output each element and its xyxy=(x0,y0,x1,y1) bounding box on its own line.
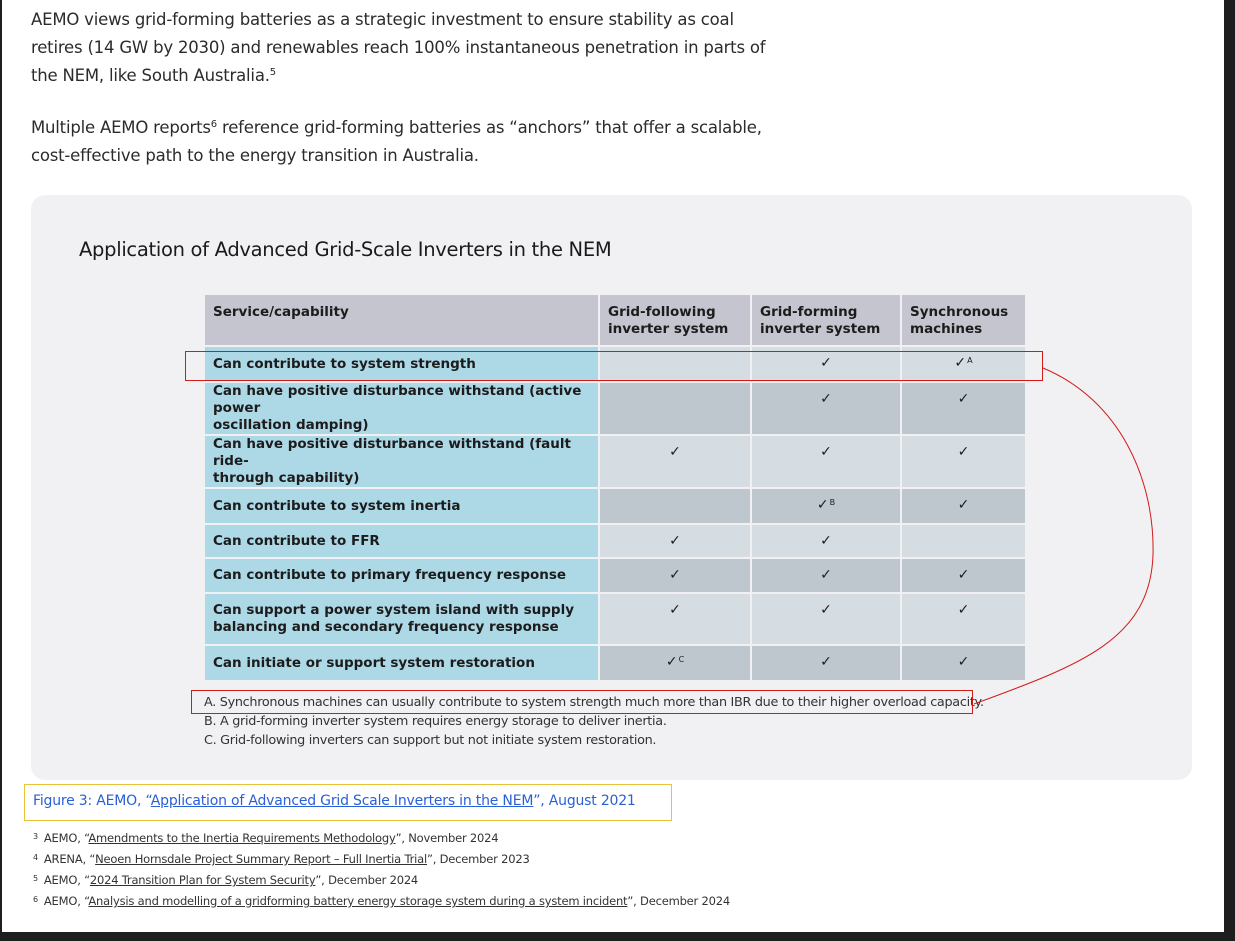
sync-cell xyxy=(901,382,1026,435)
footnote-6 xyxy=(33,890,730,911)
caption-suffix: ”, August 2021 xyxy=(533,793,636,809)
check-mark: ✓ xyxy=(957,602,970,618)
footnote-prefix: AEMO, “ xyxy=(43,873,90,887)
footnote-number: 6 xyxy=(33,895,38,904)
service-cell xyxy=(205,382,599,435)
header-sync-line-2: machines xyxy=(910,321,983,337)
service-cell xyxy=(205,435,599,488)
footnote-ref-6[interactable]: 6 xyxy=(210,119,217,130)
footnote-suffix: ”, December 2024 xyxy=(315,873,419,887)
footnote-prefix: ARENA, “ xyxy=(43,852,96,866)
window-edge-right xyxy=(1224,0,1235,941)
service-cell xyxy=(205,558,599,593)
check-mark: ✓ xyxy=(957,497,970,513)
highlight-box-note-a xyxy=(191,690,973,714)
table-row xyxy=(205,593,1026,645)
sync-cell xyxy=(901,524,1026,558)
header-gfm-line-1: Grid-forming xyxy=(760,304,858,320)
service-text: Can contribute to system inertia xyxy=(213,497,461,514)
p2-line-1b: reference grid-forming batteries as “anchors” that offer a scalable, xyxy=(216,118,762,137)
service-text-line-1: Can have positive disturbance withstand (fault ride- xyxy=(213,436,571,469)
gfm-cell xyxy=(751,382,901,435)
sync-cell xyxy=(901,593,1026,645)
footnote-5 xyxy=(33,869,730,890)
table-row xyxy=(205,435,1026,488)
header-gfl-line-1: Grid-following xyxy=(608,304,716,320)
check-mark: ✓ xyxy=(820,602,832,618)
header-sync-line-1: Synchronous xyxy=(910,304,1009,320)
check-mark: ✓ xyxy=(820,355,832,371)
gfl-cell xyxy=(599,645,751,681)
footnote-number: 5 xyxy=(33,874,38,883)
footnote-prefix: AEMO, “ xyxy=(43,831,89,845)
p2-line-2: cost-effective path to the energy transition in Australia. xyxy=(31,146,479,165)
intro-paragraph-2 xyxy=(31,114,762,170)
footnote-suffix: ”, December 2023 xyxy=(426,852,530,866)
gfm-cell xyxy=(751,435,901,488)
table-row xyxy=(205,488,1026,524)
check-mark: ✓ xyxy=(957,567,970,583)
footnote-ref-5[interactable]: 5 xyxy=(269,67,276,78)
check-mark: ✓ xyxy=(957,444,970,460)
note-a: A. Synchronous machines can usually contribute to system strength much more than IBR due to their higher overload capacity. xyxy=(204,695,984,710)
gfl-cell xyxy=(599,382,751,435)
window-edge-bottom xyxy=(0,932,1235,941)
footnote-link[interactable]: Amendments to the Inertia Requirements Methodology xyxy=(88,831,396,845)
footnote-link[interactable]: 2024 Transition Plan for System Security xyxy=(89,873,316,887)
service-cell xyxy=(205,488,599,524)
check-mark: ✓ xyxy=(820,567,832,583)
header-gfm-line-2: inverter system xyxy=(760,321,881,337)
gfl-cell xyxy=(599,558,751,593)
gfl-cell xyxy=(599,435,751,488)
footnote-number: 4 xyxy=(33,853,38,862)
header-gfl-line-2: inverter system xyxy=(608,321,729,337)
sync-cell xyxy=(901,488,1026,524)
check-mark: ✓ xyxy=(669,567,681,583)
service-text-line-2: balancing and secondary frequency response xyxy=(213,619,559,635)
service-text-line-2: oscillation damping) xyxy=(213,417,369,433)
check-mark: ✓ xyxy=(820,533,832,549)
gfl-cell xyxy=(599,524,751,558)
footnote-prefix: AEMO, “ xyxy=(43,894,89,908)
gfl-cell xyxy=(599,593,751,645)
service-cell xyxy=(205,524,599,558)
check-mark: ✓ xyxy=(954,355,967,371)
table-row xyxy=(205,645,1026,681)
header-service-line: Service/capability xyxy=(213,304,349,320)
header-grid-forming xyxy=(751,295,901,346)
service-cell xyxy=(205,593,599,645)
p1-line-2: retires (14 GW by 2030) and renewables reach 100% instantaneous penetration in parts of xyxy=(31,38,766,57)
check-mark: ✓ xyxy=(665,654,678,670)
gfm-cell xyxy=(751,558,901,593)
footnote-3 xyxy=(33,827,730,848)
check-mark: ✓ xyxy=(820,654,832,670)
note-marker: B xyxy=(829,498,836,507)
footnote-link[interactable]: Analysis and modelling of a gridforming battery energy storage system during a system incident xyxy=(88,894,628,908)
caption-prefix: Figure 3: AEMO, “ xyxy=(33,793,151,809)
service-text: Can contribute to system strength xyxy=(213,355,476,372)
service-text-line-1: Can have positive disturbance withstand (active power xyxy=(213,383,582,416)
footnote-suffix: ”, November 2024 xyxy=(395,831,499,845)
header-grid-following xyxy=(599,295,751,346)
gfm-cell xyxy=(751,524,901,558)
service-text: Can contribute to primary frequency response xyxy=(213,567,567,583)
check-mark: ✓ xyxy=(669,533,681,549)
note-marker: A xyxy=(967,356,973,365)
intro-paragraph-1 xyxy=(31,6,765,90)
table-row xyxy=(205,382,1026,435)
footnote-link[interactable]: Neoen Hornsdale Project Summary Report – Full Inertia Trial xyxy=(95,852,427,866)
header-service xyxy=(205,295,599,346)
service-text-line-2: through capability) xyxy=(213,470,360,486)
check-mark: ✓ xyxy=(669,602,681,618)
caption-link[interactable]: Application of Advanced Grid Scale Inverters in the NEM xyxy=(150,793,534,809)
footnote-4 xyxy=(33,848,730,869)
p2-line-1a: Multiple AEMO reports xyxy=(31,118,211,137)
check-mark: ✓ xyxy=(820,444,832,460)
gfl-cell xyxy=(599,488,751,524)
p1-line-3: the NEM, like South Australia. xyxy=(31,66,270,85)
figure-title: Application of Advanced Grid-Scale Inverters in the NEM xyxy=(79,238,612,261)
service-text: Can initiate or support system restoration xyxy=(213,654,535,671)
sync-cell xyxy=(901,645,1026,681)
highlight-box-system-strength xyxy=(185,351,1043,381)
check-mark: ✓ xyxy=(957,654,970,670)
figure-caption xyxy=(33,793,636,809)
header-synchronous xyxy=(901,295,1026,346)
service-cell xyxy=(205,645,599,681)
footnote-suffix: ”, December 2024 xyxy=(627,894,730,908)
check-mark: ✓ xyxy=(957,391,970,407)
table-row xyxy=(205,558,1026,593)
p1-line-1: AEMO views grid-forming batteries as a strategic investment to ensure stability as coal xyxy=(31,10,734,29)
check-mark: ✓ xyxy=(820,391,832,407)
footnote-number: 3 xyxy=(33,832,38,841)
note-b: B. A grid-forming inverter system requires energy storage to deliver inertia. xyxy=(204,714,667,729)
sync-cell xyxy=(901,558,1026,593)
table-row xyxy=(205,524,1026,558)
gfm-cell xyxy=(751,645,901,681)
footnotes xyxy=(33,827,730,911)
sync-cell xyxy=(901,435,1026,488)
note-marker: C xyxy=(678,655,685,664)
check-mark: ✓ xyxy=(669,444,681,460)
note-c: C. Grid-following inverters can support but not initiate system restoration. xyxy=(204,733,657,748)
service-text: Can contribute to FFR xyxy=(213,532,380,549)
service-text-line-1: Can support a power system island with supply xyxy=(213,602,575,618)
table-header-row xyxy=(205,295,1026,346)
check-mark: ✓ xyxy=(816,497,829,513)
gfm-cell xyxy=(751,488,901,524)
gfm-cell xyxy=(751,593,901,645)
